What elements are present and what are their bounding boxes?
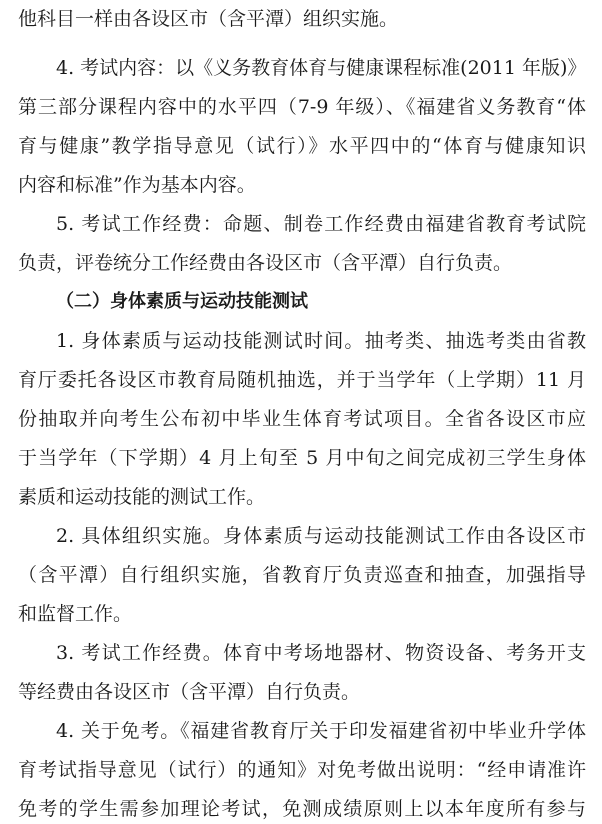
text-line: 1. 身体素质与运动技能测试时间。抽考类、抽选考类由省教	[56, 330, 586, 352]
text-line: 第三部分课程内容中的水平四（7-9 年级）、《福建省义务教育“体	[18, 96, 586, 118]
text-line: 素质和运动技能的测试工作。	[18, 486, 266, 508]
text-line: 和监督工作。	[18, 603, 133, 625]
text-line: 5. 考试工作经费：命题、制卷工作经费由福建省教育考试院	[56, 213, 586, 235]
text-line: 育考试指导意见（试行）的通知》对免考做出说明：“经申请准许	[18, 759, 586, 781]
text-line: 份抽取并向考生公布初中毕业生体育考试项目。全省各设区市应	[18, 408, 586, 430]
text-line: 4. 关于免考。《福建省教育厅关于印发福建省初中毕业升学体	[56, 720, 586, 742]
text-line: 3. 考试工作经费。体育中考场地器材、物资设备、考务开支	[56, 642, 586, 664]
text-line: 于当学年（下学期）4 月上旬至 5 月中旬之间完成初三学生身体	[18, 447, 586, 469]
text-line: 育厅委托各设区市教育局随机抽选，并于当学年（上学期）11 月	[18, 369, 586, 391]
text-line: 2. 具体组织实施。身体素质与运动技能测试工作由各设区市	[56, 525, 586, 547]
text-line: 4. 考试内容：以《义务教育体育与健康课程标准(2011 年版)》	[56, 57, 586, 79]
text-line: 育与健康”教学指导意见（试行）》水平四中的“体育与健康知识	[18, 135, 586, 157]
text-line: 他科目一样由各设区市（含平潭）组织实施。	[18, 8, 399, 30]
text-line: 负责，评卷统分工作经费由各设区市（含平潭）自行负责。	[18, 252, 513, 274]
section-heading: （二）身体素质与运动技能测试	[56, 291, 308, 312]
text-line: 等经费由各设区市（含平潭）自行负责。	[18, 681, 361, 703]
text-line: 内容和标准”作为基本内容。	[18, 174, 256, 196]
text-line: （含平潭）自行组织实施，省教育厅负责巡查和抽查，加强指导	[18, 564, 586, 586]
text-line: 免考的学生需参加理论考试，免测成绩原则上以本年度所有参与	[18, 798, 586, 820]
